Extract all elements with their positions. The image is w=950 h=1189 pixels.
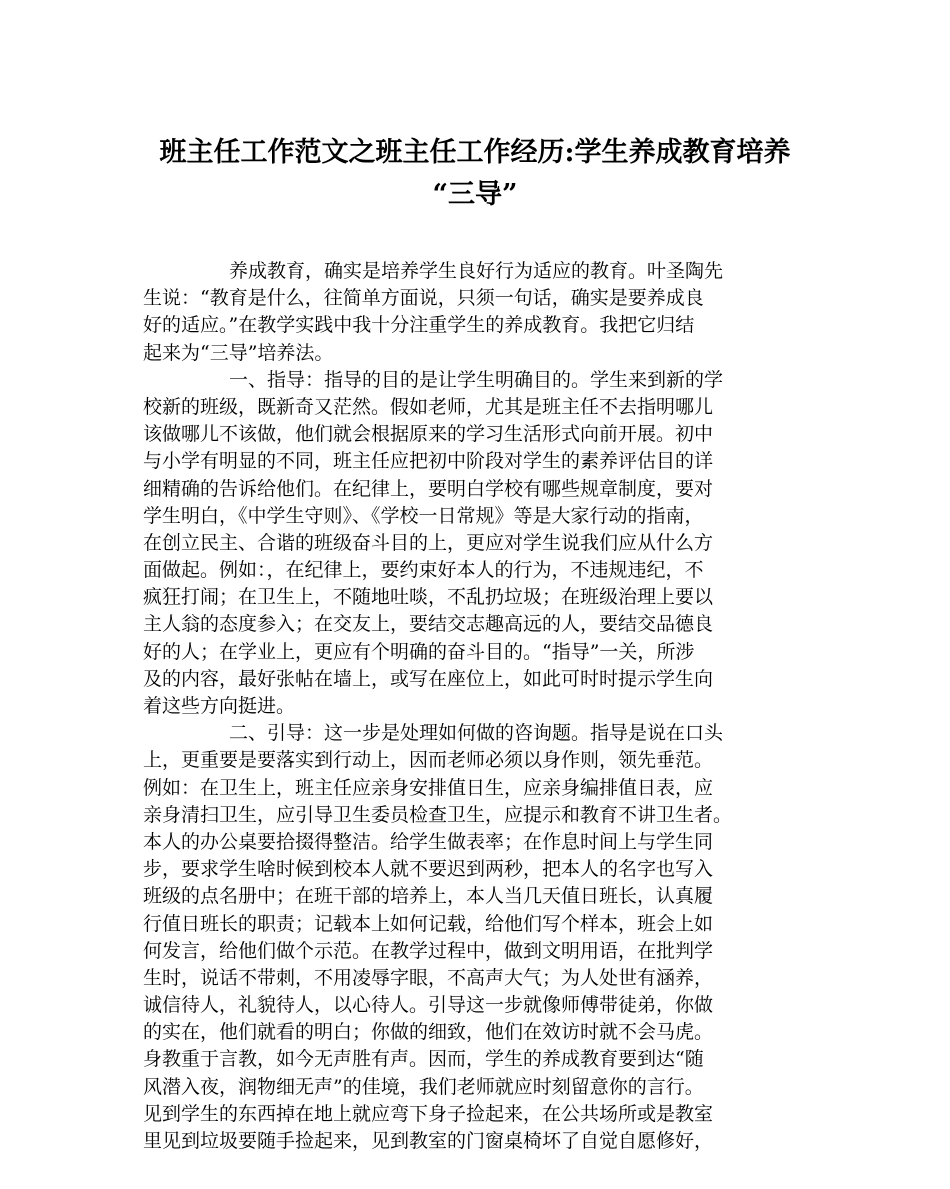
paragraph-3-line: 见到学生的东西掉在地上就应弯下身子捡起来，在公共场所或是教室: [143, 1102, 714, 1125]
paragraph-2-line: 疯狂打闹；在卫生上，不随地吐啖，不乱扔垃圾；在班级治理上要以: [143, 586, 714, 609]
title-line-1: 班主任工作范文之班主任工作经历:学生养成教育培养: [159, 137, 791, 168]
paragraph-3-line: 身教重于言教，如今无声胜有声。因而，学生的养成教育要到达“随: [143, 1048, 704, 1071]
paragraph-2-line: 在创立民主、合谐的班级奋斗目的上，更应对学生说我们应从什么方: [143, 531, 714, 554]
paragraph-2-line: 一、指导：指导的目的是让学生明确目的。学生来到新的学: [229, 368, 724, 391]
title-line-2: “三导”: [432, 179, 518, 210]
paragraph-2-line: 主人翁的态度参入；在交友上，要结交志趣高远的人，要结交品德良: [143, 613, 714, 636]
paragraph-3-line: 本人的办公桌要拾掇得整洁。给学生做表率；在作息时间上与学生同: [143, 830, 714, 853]
paragraph-2-line: 细精确的告诉给他们。在纪律上，要明白学校有哪些规章制度，要对: [143, 477, 714, 500]
paragraph-3-line: 生时，说话不带刺，不用凌辱字眼，不高声大气；为人处世有涵养，: [143, 966, 714, 989]
paragraph-3-line: 里见到垃圾要随手捡起来，见到教室的门窗桌椅坏了自觉自愿修好，: [143, 1130, 714, 1152]
paragraph-3-line: 诚信待人，礼貌待人，以心待人。引导这一步就像师傅带徒弟，你做: [143, 994, 714, 1017]
paragraph-2-line: 面做起。例如：，在纪律上，要约束好本人的行为，不违规违纪，不: [143, 559, 704, 582]
paragraph-2-line: 好的人；在学业上，更应有个明确的奋斗目的。“指导”一关，所涉: [143, 640, 695, 663]
paragraph-2-line: 及的内容，最好张帖在墙上，或写在座位上，如此可时时提示学生向: [143, 667, 714, 690]
paragraph-3-line: 班级的点名册中；在班干部的培养上，本人当几天值日班长，认真履: [143, 885, 714, 908]
paragraph-2-line: 与小学有明显的不同，班主任应把初中阶段对学生的素养评估目的详: [143, 450, 714, 473]
paragraph-2-line: 该做哪儿不该做，他们就会根据原来的学习生活形式向前开展。初中: [143, 423, 714, 446]
paragraph-3-line: 风潜入夜，润物细无声”的佳境，我们老师就应时刻留意你的言行。: [143, 1075, 704, 1098]
document-body: [143, 258, 823, 1155]
paragraph-3-line: 的实在，他们就看的明白；你做的细致，他们在效访时就不会马虎。: [143, 1021, 714, 1044]
paragraph-3-line: 例如：在卫生上，班主任应亲身安排值日生，应亲身编排值日表，应: [143, 776, 714, 799]
paragraph-3-line: 步，要求学生啥时候到校本人就不要迟到两秒，把本人的名字也写入: [143, 858, 714, 881]
paragraph-3-line: 上，更重要是要落实到行动上，因而老师必须以身作则，领先垂范。: [143, 749, 714, 772]
paragraph-3-line: 行值日班长的职责；记载本上如何记载，给他们写个样本，班会上如: [143, 912, 714, 935]
paragraph-2-line: 着这些方向挺进。: [143, 695, 296, 717]
paragraph-1-line: 养成教育，确实是培养学生良好行为适应的教育。叶圣陶先: [229, 260, 724, 282]
paragraph-1-line: 好的适应。”在教学实践中我十分注重学生的养成教育。我把它归结: [143, 314, 695, 337]
paragraph-3-line: 何发言，给他们做个示范。在教学过程中，做到文明用语，在批判学: [143, 939, 714, 962]
paragraph-2-line: 学生明白，《中学生守则》、《学校一日常规》等是大家行动的指南，: [143, 504, 704, 527]
paragraph-3-line: 二、引导：这一步是处理如何做的咨询题。指导是说在口头: [229, 722, 724, 745]
paragraph-2-line: 校新的班级，既新奇又茫然。假如老师，尤其是班主任不去指明哪儿: [143, 395, 714, 418]
paragraph-3-line: 亲身清扫卫生，应引导卫生委员检查卫生，应提示和教育不讲卫生者。: [143, 803, 733, 826]
paragraph-1-line: 生说：“教育是什么，往简单方面说，只须一句话，确实是要养成良: [143, 287, 704, 310]
document-title: [120, 132, 830, 216]
paragraph-1-line: 起来为“三导”培养法。: [143, 341, 334, 364]
